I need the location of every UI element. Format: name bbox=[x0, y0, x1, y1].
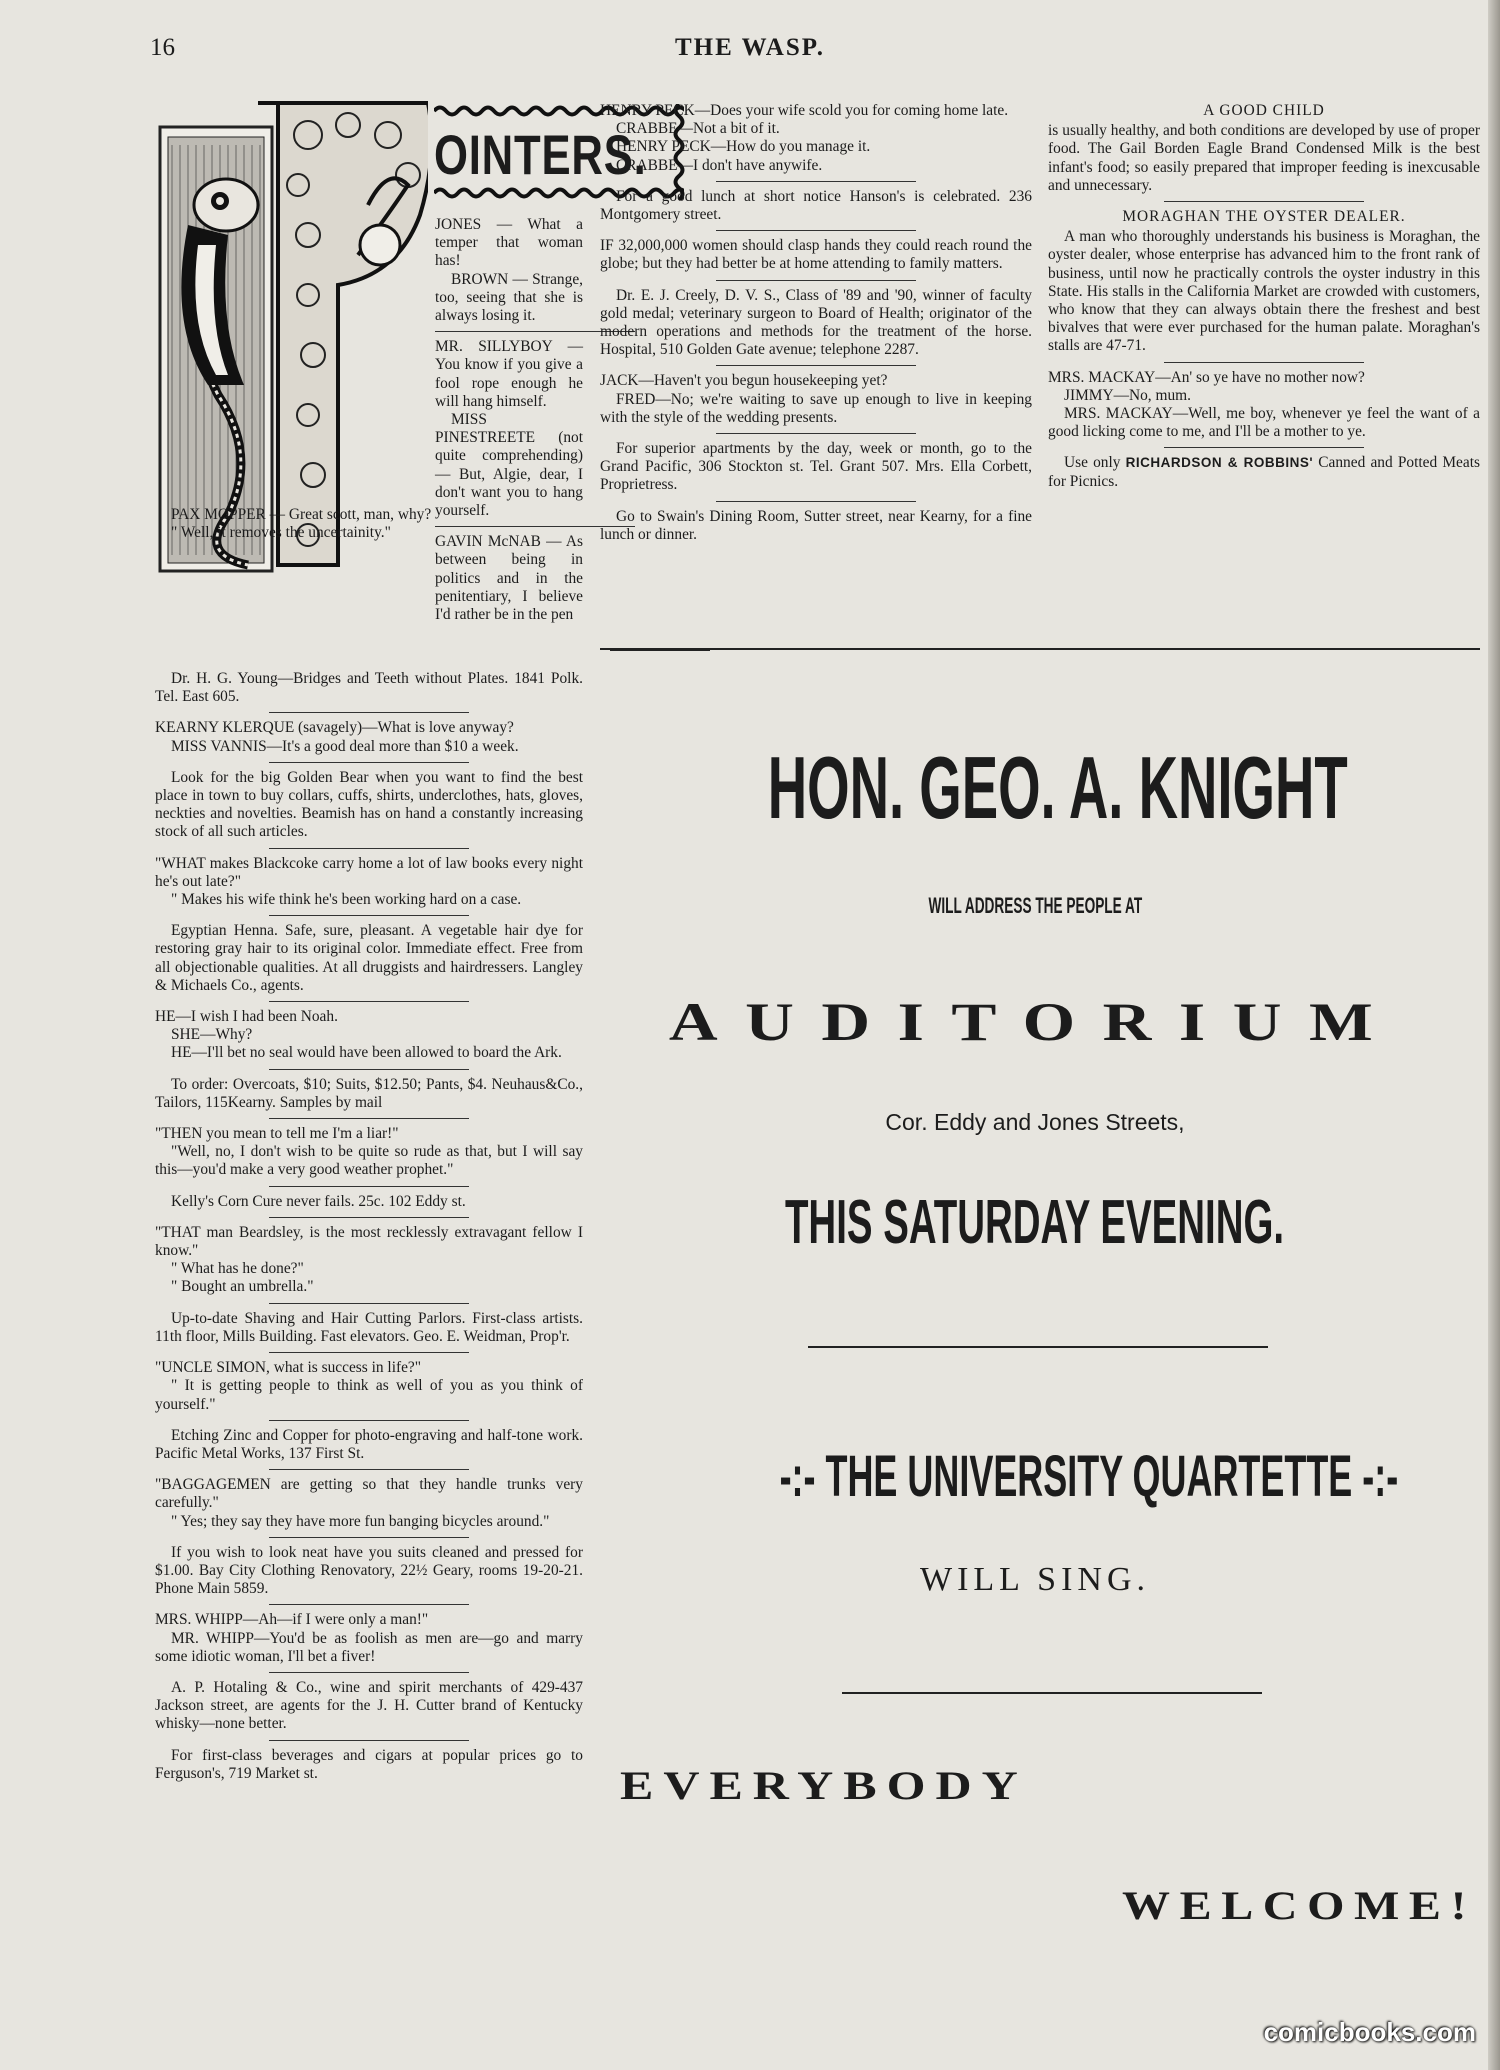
column-rule-short bbox=[610, 648, 710, 651]
joke-uncle-simon: "UNCLE SIMON, what is success in life?" " It is getting people to think as well of you as you think of yourself." bbox=[155, 1359, 583, 1413]
divider bbox=[269, 848, 469, 849]
watermark: comicbooks.com bbox=[1263, 2017, 1476, 2047]
divider bbox=[269, 762, 469, 763]
ad-welcome: WELCOME! bbox=[1121, 1883, 1476, 1928]
divider bbox=[716, 230, 916, 231]
section-title: MORAGHAN THE OYSTER DEALER. bbox=[1122, 208, 1406, 226]
joke-beardsley: "THAT man Beardsley, is the most recklessly extravagant fellow I know." " What has he done?" " Bought an umbrella." bbox=[155, 1223, 583, 1296]
ad-richardson-robbins: Use only RICHARDSON & ROBBINS' Canned and Potted Meats for Picnics. bbox=[1048, 454, 1480, 490]
ad-headline: HON. GEO. A. KNIGHT bbox=[767, 738, 1348, 837]
ad-kelly-corn-cure: Kelly's Corn Cure never fails. 25c. 102 Eddy st. bbox=[171, 1192, 466, 1210]
divider bbox=[269, 1537, 469, 1538]
divider bbox=[269, 1069, 469, 1070]
ad-neuhaus-tailors: To order: Overcoats, $10; Suits, $12.50; Pants, $4. Neuhaus&Co., Tailors, 115Kearny. Samples by mail bbox=[155, 1075, 583, 1111]
joke-32-million-women: IF 32,000,000 women should clasp hands they could reach round the globe; but they had better be at home attending to family matters. bbox=[600, 237, 1032, 273]
ad-dr-creely: Dr. E. J. Creely, D. V. S., Class of '89 and '90, winner of faculty gold medal; veterinary surgeon to Board of Health; originator of the modern operations and methods for the treatment of the horse. Hospital, 510 Golden Gate avenue; telephone 2287. bbox=[600, 286, 1032, 359]
joke-gavin-mcnab: GAVIN McNAB — As between being in politics and in the penitentiary, I believe I'd rather be in the pen bbox=[435, 533, 583, 624]
column-left bbox=[155, 670, 583, 1789]
divider bbox=[716, 280, 916, 281]
joke-jack-fred: JACK—Haven't you begun housekeeping yet? FRED—No; we're waiting to save up enough to live in keeping with the style of the wedding presents. bbox=[600, 372, 1032, 426]
column-middle bbox=[600, 102, 1032, 550]
ad-everybody: EVERYBODY bbox=[620, 1763, 1028, 1808]
divider bbox=[269, 1604, 469, 1605]
ad-divider bbox=[842, 1692, 1262, 1694]
ad-shaving-parlors: Up-to-date Shaving and Hair Cutting Parlors. First-class artists. 11th floor, Mills Building. Fast elevators. Geo. E. Weidman, Prop'r. bbox=[155, 1309, 583, 1345]
divider bbox=[269, 1740, 469, 1741]
ad-divider bbox=[808, 1346, 1268, 1348]
divider bbox=[1164, 447, 1364, 448]
ad-quartette: -:- THE UNIVERSITY QUARTETTE -:- bbox=[779, 1444, 1399, 1509]
page-header bbox=[0, 34, 1500, 68]
section-title: A GOOD CHILD bbox=[1203, 102, 1325, 119]
ad-will-address: WILL ADDRESS THE PEOPLE AT bbox=[928, 893, 1142, 918]
divider bbox=[1164, 201, 1364, 202]
divider bbox=[269, 1186, 469, 1187]
joke-mrs-mackay: MRS. MACKAY—An' so ye have no mother now? JIMMY—No, mum. MRS. MACKAY—Well, me boy, whenever ye feel the want of a good licking come to me, and I'll be a mother to ye. bbox=[1048, 368, 1480, 441]
pointers-wide-text: PAX MOPPER — Great scott, man, why? " Well, it removes the uncertainity." bbox=[171, 506, 432, 542]
divider bbox=[269, 1352, 469, 1353]
ad-hotaling: A. P. Hotaling & Co., wine and spirit merchants of 429-437 Jackson street, are agents for the J. H. Cutter brand of Kentucky whisky—none better. bbox=[155, 1678, 583, 1733]
joke-henry-peck: HENRY PECK—Does your wife scold you for coming home late. CRABBE—Not a bit of it. HENRY PECK—How do you manage it. CRABBE—I don't have anywife. bbox=[600, 102, 1009, 174]
ad-golden-bear: Look for the big Golden Bear when you want to find the best place in town to buy collars, cuffs, shirts, underclothes, hats, gloves, neckties and novelties. Beamish has on hand a constantly increasing stock of all such articles. bbox=[155, 768, 583, 841]
page-number: 16 bbox=[150, 34, 175, 61]
joke-liar: "THEN you mean to tell me I'm a liar!" "Well, no, I don't wish to be quite so rude as that, but I will say this—you'd make a very good weather prophet." bbox=[155, 1125, 583, 1179]
ad-moraghan: MORAGHAN THE OYSTER DEALER. A man who thoroughly understands his business is Moraghan, the oyster dealer, whose enterprise has advanced him to the front rank of business, until now he practically controls the oyster industry in this State. His stalls in the California Market are crowded with customers, who know that they can always obtain there the freshest and best bivalves that were ever purchased for the human palate. Moraghan's stalls are 47-71. bbox=[1048, 208, 1480, 355]
divider bbox=[716, 501, 916, 502]
ad-egyptian-henna: Egyptian Henna. Safe, sure, pleasant. A vegetable hair dye for restoring gray hair to its original color. Immediate effect. Free from all objectionable qualities. At all druggists and hairdressers. Langley & Michaels Co., agents. bbox=[155, 922, 583, 994]
divider bbox=[269, 1217, 469, 1218]
joke-baggagemen: "BAGGAGEMEN are getting so that they handle trunks very carefully." " Yes; they say they have more fun banging bicycles around." bbox=[155, 1476, 583, 1530]
divider bbox=[269, 1672, 469, 1673]
pointers-narrow-text bbox=[435, 216, 583, 630]
divider bbox=[269, 915, 469, 916]
joke-noah: HE—I wish I had been Noah. SHE—Why? HE—I'll bet no seal would have been allowed to board the Ark. bbox=[155, 1008, 562, 1062]
divider bbox=[716, 181, 916, 182]
divider bbox=[269, 1420, 469, 1421]
knight-advertisement bbox=[590, 660, 1480, 2040]
divider bbox=[716, 433, 916, 434]
divider bbox=[269, 712, 469, 713]
ad-bay-city-clothing: If you wish to look neat have you suits cleaned and pressed for $1.00. Bay City Clothing Renovatory, 22½ Geary, rooms 19-20-21. Phone Main 5859. bbox=[155, 1543, 583, 1598]
ad-ferguson: For first-class beverages and cigars at popular prices go to Ferguson's, 719 Market st. bbox=[155, 1746, 583, 1782]
page-edge-shadow bbox=[1488, 0, 1500, 2070]
ad-swains-dining: Go to Swain's Dining Room, Sutter street, near Kearny, for a fine lunch or dinner. bbox=[600, 507, 1032, 543]
ad-venue: AUDITORIUM bbox=[669, 992, 1401, 1052]
ad-address: Cor. Eddy and Jones Streets, bbox=[885, 1109, 1185, 1135]
ad-will-sing: WILL SING. bbox=[919, 1561, 1151, 1598]
divider bbox=[716, 365, 916, 366]
ad-pacific-metal-works: Etching Zinc and Copper for photo-engraving and half-tone work. Pacific Metal Works, 137 First St. bbox=[155, 1426, 583, 1462]
divider bbox=[269, 1469, 469, 1470]
joke-kearny-klerque: KEARNY KLERQUE (savagely)—What is love anyway? MISS VANNIS—It's a good deal more than $10 a week. bbox=[155, 719, 519, 755]
pointers-heading: OINTERS. bbox=[434, 123, 647, 186]
joke-whipp: MRS. WHIPP—Ah—if I were only a man!" MR. WHIPP—You'd be as foolish as men are—go and marry some idiotic woman, I'll bet a fiver! bbox=[155, 1611, 583, 1665]
ad-when: THIS SATURDAY EVENING. bbox=[785, 1188, 1285, 1257]
joke-blackcoke: "WHAT makes Blackcoke carry home a lot of law books every night he's out late?" " Makes his wife think he's been working hard on a case. bbox=[155, 854, 583, 909]
ornamental-p-illustration bbox=[158, 95, 428, 575]
divider bbox=[269, 1303, 469, 1304]
ad-grand-pacific: For superior apartments by the day, week or month, go to the Grand Pacific, 306 Stockton st. Tel. Grant 507. Mrs. Ella Corbett, Proprietress. bbox=[600, 440, 1032, 494]
joke-jones: JONES — What a temper that woman has! BROWN — Strange, too, seeing that she is always losing it. bbox=[435, 216, 583, 325]
column-right bbox=[1048, 102, 1480, 497]
divider bbox=[269, 1118, 469, 1119]
joke-sillyboy: MR. SILLYBOY — You know if you give a fool rope enough he will hang himself. MISS PINESTREETE (not quite comprehending) — But, Algie, dear, I don't want you to hang yourself. bbox=[435, 338, 583, 520]
page-title: THE WASP. bbox=[674, 34, 825, 61]
divider bbox=[1164, 362, 1364, 363]
ad-hanson: For a good lunch at short notice Hanson's is celebrated. 236 Montgomery street. bbox=[600, 187, 1032, 224]
ad-dr-young: Dr. H. G. Young—Bridges and Teeth without Plates. 1841 Polk. Tel. East 605. bbox=[155, 670, 583, 706]
ad-a-good-child: A GOOD CHILD is usually healthy, and both conditions are developed by use of proper food. The Gail Borden Eagle Brand Condensed Milk is the best infant's food; so easily prepared that improper feeding is inexcusable and unnecessary. bbox=[1048, 102, 1480, 194]
divider bbox=[269, 1001, 469, 1002]
column-rule bbox=[600, 648, 1480, 650]
